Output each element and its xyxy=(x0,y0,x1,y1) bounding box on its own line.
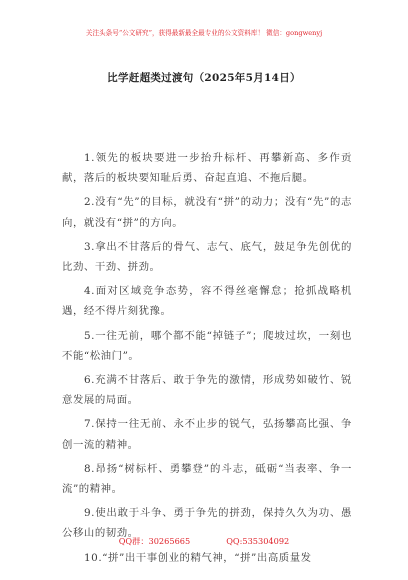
page-title: 比学赶超类过渡句（2025年5月14日） xyxy=(107,72,301,84)
document-body xyxy=(62,148,352,572)
paragraph-3: 3.拿出不甘落后的骨气、志气、底气，鼓足争先创优的比劲、干劲、拼劲。 xyxy=(62,240,352,274)
paragraph-5: 5.一往无前，哪个都不能“掉链子”；爬坡过坎，一刻也不能“松油门”。 xyxy=(62,329,352,362)
header-banner: 关注头条号“公文研究”，获得最新最全最专业的公文资料库！ 微信：gongwenyj xyxy=(85,29,323,37)
paragraph-10: 10.“拼”出干事创业的精气神，“拼”出高质量发 xyxy=(84,551,312,564)
footer-qq-number: QQ:535304092 xyxy=(226,536,290,546)
paragraph-9: 9.使出敢于斗争、勇于争先的拼劲，保持久久为功、愚公移山的韧劲。 xyxy=(62,507,352,540)
paragraph-6: 6.充满不甘落后、敢于争先的激情，形成势如破竹、锐意发展的局面。 xyxy=(62,374,352,407)
paragraph-8: 8.昂扬“树标杆、勇攀登”的斗志，砥砺“当表率、争一流”的精神。 xyxy=(62,462,352,496)
footer-contact xyxy=(0,536,408,547)
paragraph-2: 2.没有“先”的目标，就没有“拼”的动力；没有“先”的志向，就没有“拼”的方向。 xyxy=(62,196,352,229)
paragraph-4: 4.面对区域竞争态势，容不得丝毫懈怠；抢抓战略机遇，经不得片刻犹豫。 xyxy=(62,285,352,318)
paragraph-1: 1.领先的板块要进一步抬升标杆、再攀新高、多作贡献，落后的板块要知耻后勇、奋起直追、不拖后腿。 xyxy=(62,152,352,185)
paragraph-7: 7.保持一往无前、永不止步的锐气，弘扬攀高比强、争创一流的精神。 xyxy=(62,418,352,451)
footer-qq-group: QQ群：30265665 xyxy=(118,536,191,546)
